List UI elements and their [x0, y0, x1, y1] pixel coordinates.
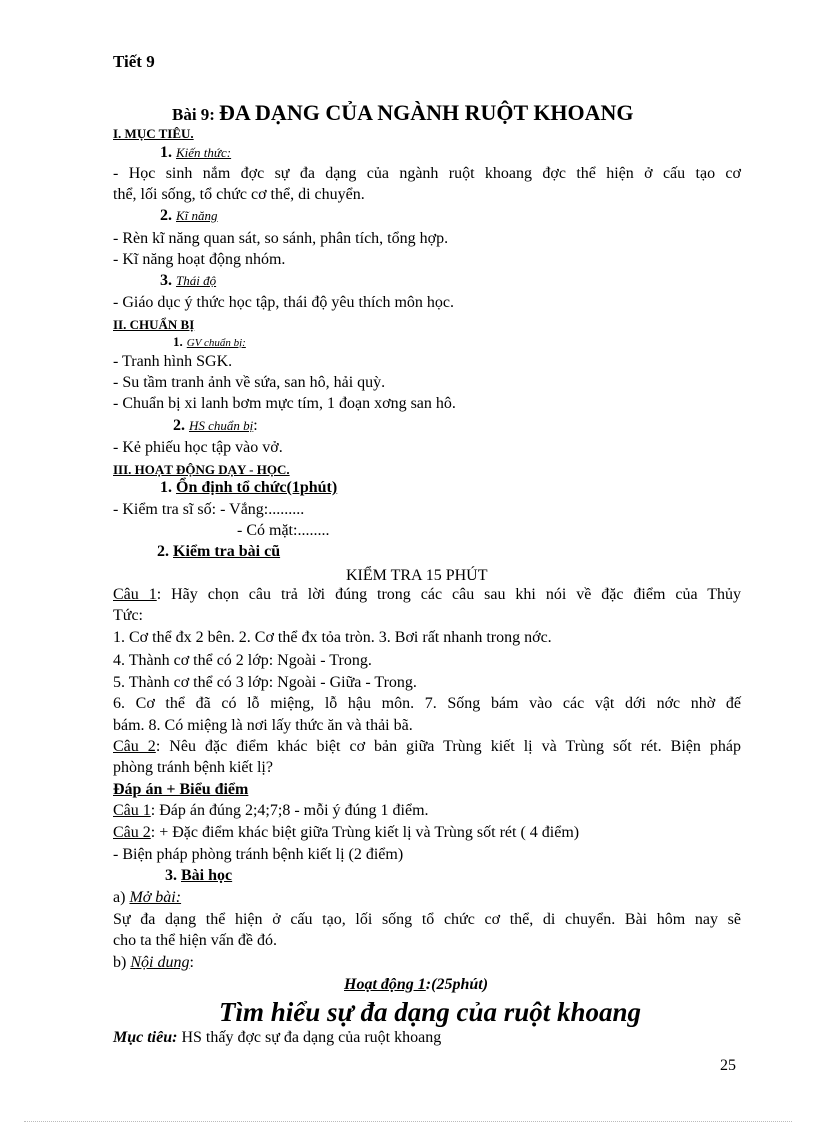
teacher-prep-1: - Tranh hình SGK.: [113, 353, 233, 370]
intro-heading: a) Mở bài:: [113, 889, 182, 906]
attendance-line-1: - Kiểm tra sĩ số: - Vắng:.........: [113, 501, 305, 518]
subheading-lesson: 3. Bài học: [165, 867, 233, 884]
option-line-4: 6. Cơ thể đã có lỗ miệng, lỗ hậu môn. 7. Sống bám vào các vật dới nớc nhờ đế: [113, 695, 741, 712]
answer-1: Câu 1: Đáp án đúng 2;4;7;8 - mỗi ý đúng 1 điểm.: [113, 802, 429, 819]
lesson-title: [172, 98, 634, 131]
student-prep-1: - Kẻ phiếu học tập vào vở.: [113, 439, 283, 456]
teacher-prep-2: - Su tầm tranh ảnh về sứa, san hô, hải quỳ.: [113, 374, 386, 391]
skills-line-2: - Kĩ năng hoạt động nhóm.: [113, 251, 286, 268]
option-line-5: bám. 8. Có miệng là nơi lấy thức ăn và thải bã.: [113, 717, 413, 734]
skills-line-1: - Rèn kĩ năng quan sát, so sánh, phân tích, tổng hợp.: [113, 230, 449, 247]
lesson-number: Tiết 9: [113, 52, 155, 71]
activity-title: Tìm hiểu sự đa dạng của ruột khoang: [219, 997, 642, 1027]
title-prefix: Bài 9:: [172, 105, 215, 124]
section-heading-preparation: II. CHUẨN BỊ: [113, 317, 195, 332]
title-main: ĐA DẠNG CỦA NGÀNH RUỘT KHOANG: [218, 100, 634, 125]
subheading-attitude: 3. Thái độ: [160, 272, 217, 289]
answer-3: - Biện pháp phòng tránh bệnh kiết lị (2 điểm): [113, 846, 404, 863]
question-2-line-2: phòng tránh bệnh kiết lị?: [113, 759, 273, 776]
intro-line-2: cho ta thể hiện vấn đề đó.: [113, 932, 277, 949]
attitude-line-1: - Giáo dục ý thức học tập, thái độ yêu thích môn học.: [113, 294, 455, 311]
answer-key-heading: Đáp án + Biểu điểm: [113, 781, 249, 798]
page-bottom-border: [24, 1121, 792, 1122]
subheading-student-prep: 2. HS chuẩn bị:: [173, 417, 258, 434]
subheading-teacher-prep: 1. GV chuẩn bị:: [173, 334, 246, 349]
question-1: Câu 1: Hãy chọn câu trả lời đúng trong các câu sau khi nói về đặc điểm của Thủy: [113, 586, 741, 603]
page-number: 25: [720, 1057, 736, 1074]
teacher-prep-3: - Chuẩn bị xi lanh bơm mực tím, 1 đoạn xơng san hô.: [113, 395, 456, 412]
option-line-2: 4. Thành cơ thể có 2 lớp: Ngoài - Trong.: [113, 652, 372, 669]
activity-heading: Hoạt động 1:(25phút): [344, 976, 489, 993]
objective-line: Mục tiêu: HS thấy đợc sự đa dạng của ruột khoang: [113, 1029, 442, 1046]
subheading-review: 2. Kiểm tra bài cũ: [157, 543, 281, 560]
answer-2: Câu 2: + Đặc điểm khác biệt giữa Trùng kiết lị và Trùng sốt rét ( 4 điểm): [113, 824, 580, 841]
content-heading: b) Nội dung:: [113, 954, 194, 971]
quiz-title: KIỂM TRA 15 PHÚT: [346, 567, 488, 584]
option-line-1: 1. Cơ thể đx 2 bên. 2. Cơ thể đx tỏa tròn. 3. Bơi rất nhanh trong nớc.: [113, 629, 552, 646]
question-1-line-2: Tức:: [113, 607, 143, 624]
knowledge-line-1: - Học sinh nắm đợc sự đa dạng của ngành ruột khoang đợc thể hiện ở cấu tạo cơ: [113, 165, 741, 182]
option-line-3: 5. Thành cơ thể có 3 lớp: Ngoài - Giữa - Trong.: [113, 674, 417, 691]
subheading-knowledge: 1. Kiến thức:: [160, 144, 232, 161]
section-heading-activities: III. HOẠT ĐỘNG DẠY - HỌC.: [113, 462, 290, 477]
knowledge-line-2: thể, lối sống, tổ chức cơ thể, di chuyển.: [113, 186, 365, 203]
subheading-class-organization: 1. Ổn định tổ chức(1phút): [160, 479, 338, 496]
question-2: Câu 2: Nêu đặc điểm khác biệt cơ bản giữa Trùng kiết lị và Trùng sốt rét. Biện pháp: [113, 738, 741, 755]
intro-line-1: Sự đa dạng thể hiện ở cấu tạo, lối sống tổ chức cơ thể, di chuyển. Bài hôm nay sẽ: [113, 911, 741, 928]
attendance-line-2: - Có mặt:........: [237, 522, 330, 539]
subheading-skills: 2. Kĩ năng: [160, 207, 218, 224]
section-heading-objectives: I. MỤC TIÊU.: [113, 126, 194, 141]
